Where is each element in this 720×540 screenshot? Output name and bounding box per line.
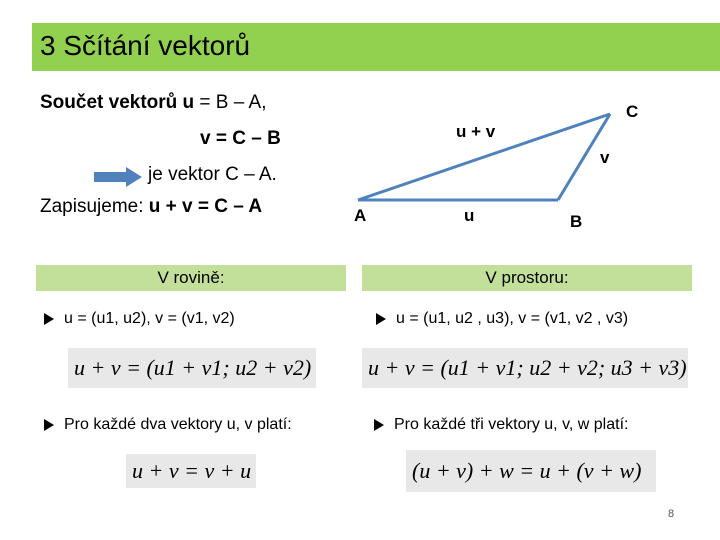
bullet-arrow-icon — [44, 313, 54, 325]
vector-triangle — [340, 88, 660, 248]
plane-sum-formula: u + v = (u1 + v1; u2 + v2) — [68, 348, 316, 388]
point-c-label: C — [626, 102, 639, 121]
bullet-arrow-icon — [44, 419, 54, 431]
bullet-arrow-icon — [374, 419, 384, 431]
space-rule: Pro každé tři vektory u, v, w platí: — [374, 414, 628, 436]
plane-rule: Pro každé dva vektory u, v platí: — [44, 414, 292, 436]
point-b-label: B — [570, 212, 583, 231]
vector-uv-label: u + v — [456, 122, 496, 141]
space-definition: u = (u1, u2 , u3), v = (v1, v2 , v3) — [376, 308, 628, 330]
intro-line-1: Součet vektorů u = B – A, — [40, 92, 267, 113]
slide-title: 3 Sčítání vektorů — [40, 30, 251, 61]
vector-diagram — [340, 88, 660, 248]
space-sum-formula: u + v = (u1 + v1; u2 + v2; u3 + v3) — [362, 348, 688, 388]
plane-definition: u = (u1, u2), v = (v1, v2) — [44, 308, 235, 330]
bullet-arrow-icon — [376, 313, 386, 325]
intro-line-3: je vektor C – A. — [148, 164, 277, 185]
point-a-label: A — [354, 206, 367, 225]
space-header: V prostoru: — [362, 265, 692, 291]
vector-u-label: u — [464, 206, 475, 225]
intro-line-2: v = C – B — [200, 128, 281, 149]
commutative-formula: u + v = v + u — [126, 454, 256, 488]
vector-v-label: v — [600, 148, 610, 167]
intro-line-4: Zapisujeme: u + v = C – A — [40, 196, 263, 217]
right-arrow-icon — [92, 166, 144, 188]
page-number: 8 — [668, 508, 675, 520]
plane-header: V rovině: — [36, 265, 346, 291]
associative-formula: (u + v) + w = u + (v + w) — [406, 450, 656, 492]
